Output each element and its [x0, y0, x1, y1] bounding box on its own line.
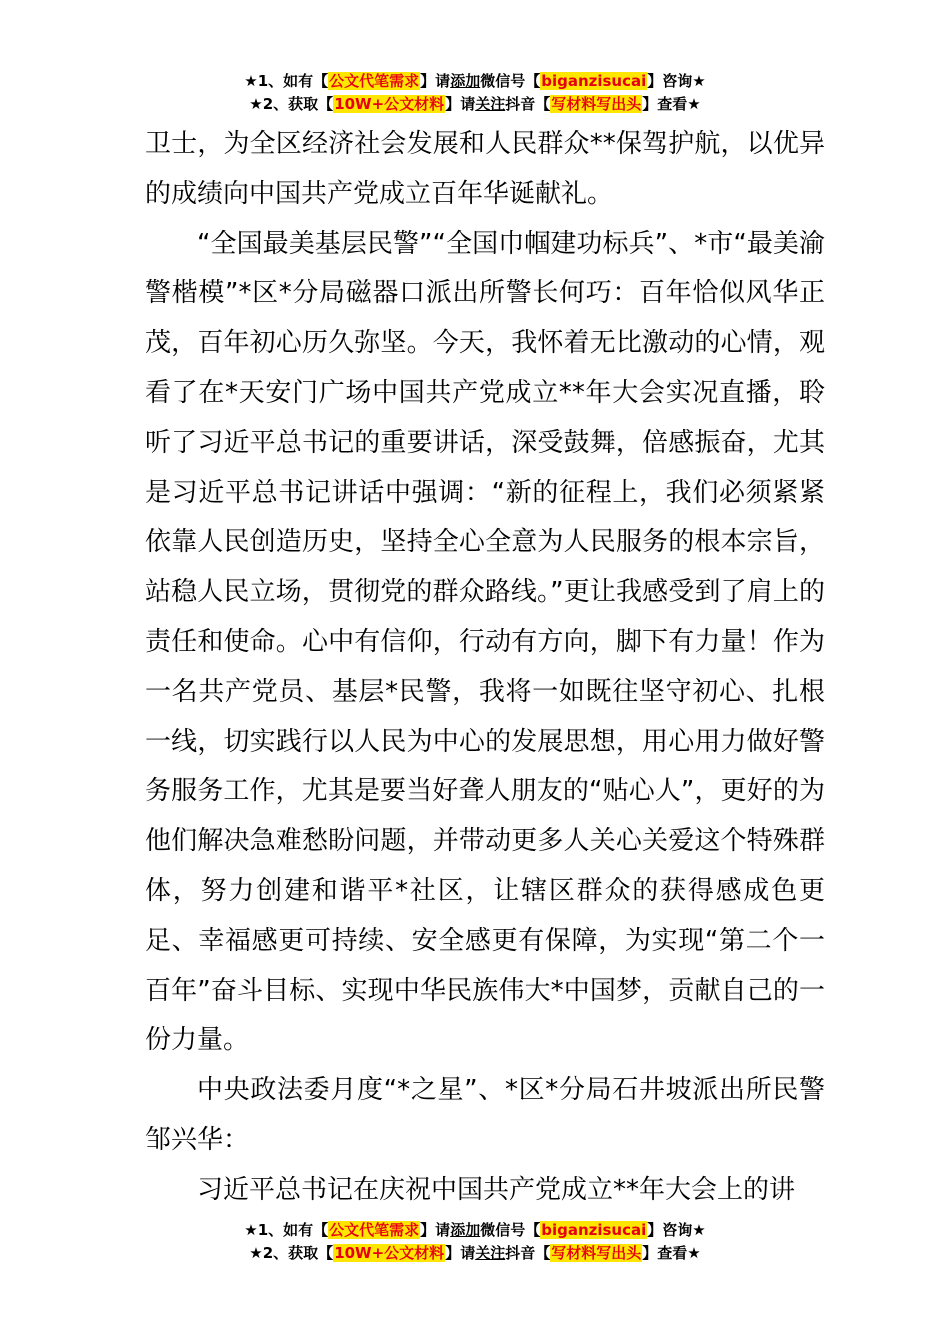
- highlight-douyin-account: 写材料写出头: [551, 1244, 642, 1262]
- highlight-wechat-id: biganzisucai: [541, 72, 647, 90]
- header-banner: [0, 70, 950, 116]
- highlight-materials: 10W+公文材料: [334, 95, 445, 113]
- highlight-materials: 10W+公文材料: [334, 1244, 445, 1262]
- highlight-wechat-id: biganzisucai: [541, 1221, 647, 1239]
- highlight-douyin-account: 写材料写出头: [551, 95, 642, 113]
- paragraph-4: 习近平总书记在庆祝中国共产党成立**年大会上的讲: [197, 1174, 796, 1205]
- paragraph-3: 中央政法委月度“*之星”、*区*分局石井坡派出所民警邹兴华：: [145, 1075, 825, 1155]
- paragraph-1: 卫士，为全区经济社会发展和人民群众**保驾护航，以优异的成绩向中国共产党成立百年华诞献礼。: [145, 129, 825, 209]
- banner-line-2: ★2、获取【10W+公文材料】请关注抖音【写材料写出头】查看★: [249, 95, 701, 113]
- paragraph-2: “全国最美基层民警”“全国巾帼建功标兵”、*市“最美渝警楷模”*区*分局磁器口派出所警长何巧：百年恰似风华正茂，百年初心历久弥坚。今天，我怀着无比激动的心情，观看了在*天安门广场中国共产党成立**年大会实况直播，聆听了习近平总书记的重要讲话，深受鼓舞，倍感振奋，尤其是习近平总书记讲话中强调：“新的征程上，我们必须紧紧依靠人民创造历史，坚持全心全意为人民服务的根本宗旨，站稳人民立场，贯彻党的群众路线。”更让我感受到了肩上的责任和使命。心中有信仰，行动有方向，脚下有力量！作为一名共产党员、基层*民警，我将一如既往坚守初心、扎根一线，切实践行以人民为中心的发展思想，用心用力做好警务服务工作，尤其是要当好聋人朋友的“贴心人”，更好的为他们解决急难愁盼问题，并带动更多人关心关爱这个特殊群体，努力创建和谐平*社区，让辖区群众的获得感成色更足、幸福感更可持续、安全感更有保障，为实现“第二个一百年”奋斗目标、实现中华民族伟大*中国梦，贡献自己的一份力量。: [145, 228, 825, 1056]
- highlight-service: 公文代笔需求: [329, 72, 420, 90]
- banner-line-1: ★1、如有【公文代笔需求】请添加微信号【biganzisucai】咨询★: [244, 72, 706, 90]
- banner-line-2: ★2、获取【10W+公文材料】请关注抖音【写材料写出头】查看★: [249, 1244, 701, 1262]
- footer-banner: [0, 1219, 950, 1265]
- banner-line-1: ★1、如有【公文代笔需求】请添加微信号【biganzisucai】咨询★: [244, 1221, 706, 1239]
- highlight-service: 公文代笔需求: [329, 1221, 420, 1239]
- document-body: [145, 120, 825, 1216]
